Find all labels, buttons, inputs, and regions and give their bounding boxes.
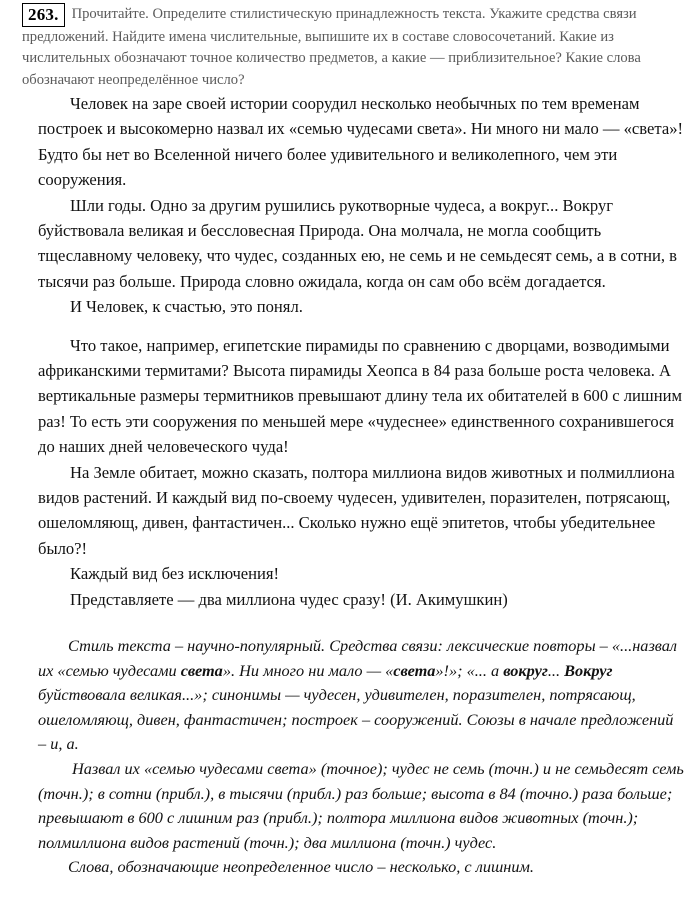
passage-paragraph-4: Что такое, например, египетские пирамиды по сравнению с дворцами, возводимыми африканскими термитами? Высота пирамиды Хеопса в 84 раза больше роста человека. А вертикальные размеры термитников превышают длину тела их обитателей в 600 с лишним раз! То есть эти сооружения по меньшей мере «чудеснее» единственного сохранившегося до наших дней человеческого чуда!	[38, 335, 682, 457]
answer-style-text-part-4: ...	[547, 660, 565, 680]
exercise-number-badge: 263.	[22, 3, 65, 27]
answer-emphasis-vokrug-1: вокруг	[503, 660, 548, 680]
passage-paragraph-5: На Земле обитает, можно сказать, полтора миллиона видов животных и полмиллиона видов растений. И каждый вид по-своему чудесен, удивителен, поразителен, потрясающ, ошеломляющ, дивен, фантастичен... Сколько нужно ещё эпитетов, чтобы убедительнее было?!	[38, 462, 675, 558]
answer-style-text-part-3: »!»; «... а	[435, 660, 504, 680]
passage-paragraph-6: Каждый вид без исключения!	[70, 564, 280, 584]
answer-emphasis-vokrug-2: Вокруг	[564, 660, 613, 680]
passage-paragraph-2: Шли годы. Одно за другим рушились рукотворные чудеса, а вокруг... Вокруг буйствовала великая и бессловесная Природа. Она молчала, не могла сообщить тщеславному человеку, что чудес, созданных ею, не семь и не семьдесят семь, а в сотни, в тысячи раз больше. Природа словно ожидала, когда он сам обо всём догадается.	[38, 195, 678, 291]
passage-paragraph-7-attribution: Представляете — два миллиона чудес сразу! (И. Акимушкин)	[70, 589, 508, 609]
answer-emphasis-sveta-2: света	[393, 660, 436, 680]
section-divider-space	[0, 612, 700, 634]
answer-indefinite-paragraph: Слова, обозначающие неопределенное число – несколько, с лишним.	[68, 857, 534, 877]
answer-style-text-part-2: ». Ни много ни мало — «	[222, 660, 394, 680]
answer-style-paragraph	[38, 634, 685, 757]
exercise-instructions-block	[0, 0, 700, 91]
reading-passage	[0, 91, 700, 612]
exercise-instructions-text: Прочитайте. Определите стилистическую принадлежность текста. Укажите средства связи предложений. Найдите имена числительные, выпишите их в составе словосочетаний. Какие из числительных обозначают точное количество предметов, а какие — приблизительное? Какие слова обозначают неопределённое число?	[22, 6, 641, 88]
answer-style-text-part-1: Стиль текста – научно-популярный. Средства связи: лексические повторы – «...назвал их «семью чудесами	[38, 636, 677, 680]
passage-paragraph-1: Человек на заре своей истории соорудил несколько необычных по тем временам построек и высокомерно назвал их «семью чудесами света». Ни много ни мало — «света»! Будто бы нет во Вселенной ничего более удивительного и великолепного, чем эти сооружения.	[38, 93, 684, 190]
answer-style-text-part-5: буйствовала великая...»; синонимы — чудесен, удивителен, поразителен, потрясающ, ошеломляющ, дивен, фантастичен; построек – сооружений. Союзы в начале предложений – и, а.	[38, 685, 674, 754]
passage-paragraph-3: И Человек, к счастью, это понял.	[70, 297, 303, 317]
answer-analysis	[0, 634, 700, 880]
answer-emphasis-sveta-1: света	[180, 660, 223, 680]
answer-numerals-paragraph: Назвал их «семью чудесами света» (точное); чудес не семь (точн.) и не семьдесят семь (точн.); в сотни (прибл.), в тысячи (прибл.) раз больше; высота в 84 (точно.) раза больше; превышают в 600 с лишним раз (прибл.); полтора миллиона видов животных (точн.); полмиллиона видов растений (точн.); два миллиона (точн.) чудес.	[38, 758, 684, 852]
